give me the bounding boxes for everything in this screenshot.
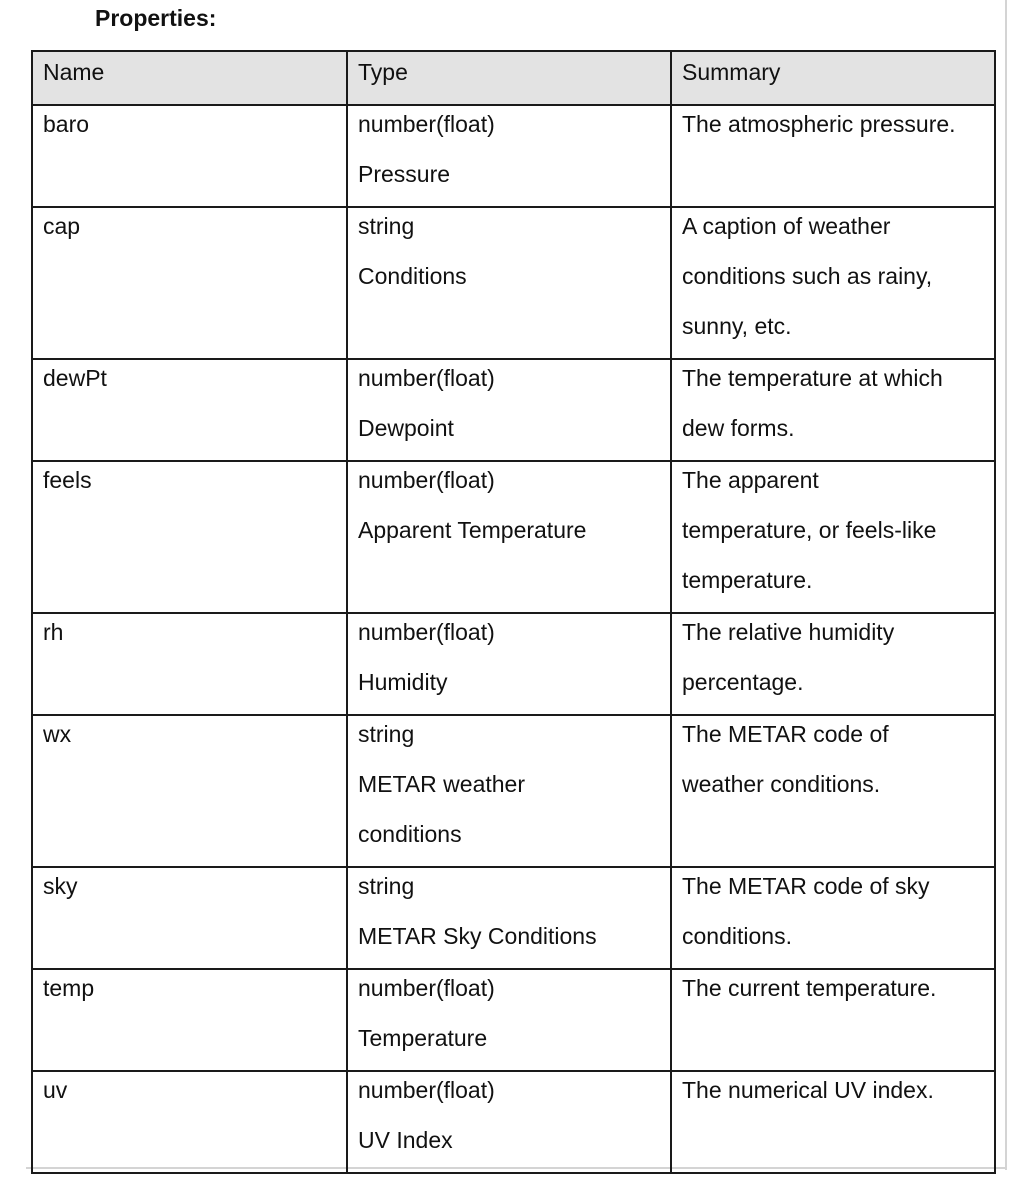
property-type: number(float) — [358, 111, 495, 137]
table-header-row — [32, 51, 995, 105]
property-name: temp — [43, 975, 95, 1001]
summary-line: The numerical UV index. — [682, 1077, 934, 1103]
property-type: number(float) — [358, 365, 495, 391]
property-type: string — [358, 873, 415, 899]
property-name: rh — [43, 619, 64, 645]
summary-line: dew forms. — [682, 415, 795, 441]
properties-table — [31, 50, 996, 1174]
table-row — [32, 1071, 995, 1173]
property-type-label: Dewpoint — [358, 415, 454, 441]
table-row — [32, 715, 995, 867]
cell-summary — [671, 715, 995, 867]
table-row — [32, 867, 995, 969]
cell-summary — [671, 359, 995, 461]
summary-line: The METAR code of sky — [682, 873, 930, 899]
cell-name — [32, 207, 347, 359]
summary-line: The relative humidity — [682, 619, 895, 645]
property-type-label: Temperature — [358, 1025, 488, 1051]
property-name: uv — [43, 1077, 68, 1103]
cell-name — [32, 1071, 347, 1173]
cell-summary — [671, 867, 995, 969]
frame-right-border — [1005, 0, 1007, 1170]
cell-name — [32, 359, 347, 461]
table-row — [32, 105, 995, 207]
property-type-label: UV Index — [358, 1127, 453, 1153]
cell-summary — [671, 461, 995, 613]
summary-line: percentage. — [682, 669, 804, 695]
summary-line: The apparent — [682, 467, 819, 493]
cell-name — [32, 715, 347, 867]
cell-name — [32, 461, 347, 613]
property-type-label: METAR weather — [358, 771, 526, 797]
table-row — [32, 613, 995, 715]
summary-line: The temperature at which — [682, 365, 943, 391]
table-row — [32, 969, 995, 1071]
property-type-label: Conditions — [358, 263, 467, 289]
cell-summary — [671, 105, 995, 207]
section-heading: Properties: — [95, 5, 217, 31]
cell-type — [347, 105, 671, 207]
cell-type — [347, 461, 671, 613]
property-name: wx — [43, 721, 72, 747]
summary-line: weather conditions. — [682, 771, 881, 797]
cell-name — [32, 613, 347, 715]
summary-line: sunny, etc. — [682, 313, 792, 339]
property-type: string — [358, 213, 415, 239]
cell-name — [32, 969, 347, 1071]
property-name: feels — [43, 467, 92, 493]
cell-summary — [671, 613, 995, 715]
property-type: number(float) — [358, 619, 495, 645]
cell-type — [347, 867, 671, 969]
summary-line: The METAR code of — [682, 721, 889, 747]
property-type-label: Pressure — [358, 161, 451, 187]
summary-line: The current temperature. — [682, 975, 937, 1001]
summary-line: temperature. — [682, 567, 813, 593]
summary-line: conditions. — [682, 923, 792, 949]
property-type: number(float) — [358, 1077, 495, 1103]
column-header-name: Name — [32, 51, 347, 105]
cell-type — [347, 207, 671, 359]
cell-summary — [671, 969, 995, 1071]
property-type: string — [358, 721, 415, 747]
cell-type — [347, 969, 671, 1071]
cell-summary — [671, 207, 995, 359]
property-type-label: Humidity — [358, 669, 448, 695]
summary-line: The atmospheric pressure. — [682, 111, 956, 137]
property-type: number(float) — [358, 467, 495, 493]
cell-type — [347, 613, 671, 715]
property-type-label: conditions — [358, 821, 462, 847]
cell-name — [32, 105, 347, 207]
cell-type — [347, 359, 671, 461]
table-row — [32, 207, 995, 359]
cell-name — [32, 867, 347, 969]
cell-type — [347, 1071, 671, 1173]
column-header-summary: Summary — [671, 51, 995, 105]
cell-summary — [671, 1071, 995, 1173]
property-name: sky — [43, 873, 78, 899]
property-name: cap — [43, 213, 81, 239]
property-type: number(float) — [358, 975, 495, 1001]
property-name: baro — [43, 111, 90, 137]
column-header-type: Type — [347, 51, 671, 105]
property-name: dewPt — [43, 365, 107, 391]
property-type-label: METAR Sky Conditions — [358, 923, 597, 949]
summary-line: temperature, or feels-like — [682, 517, 937, 543]
summary-line: conditions such as rainy, — [682, 263, 933, 289]
table-row — [32, 461, 995, 613]
property-type-label: Apparent Temperature — [358, 517, 587, 543]
summary-line: A caption of weather — [682, 213, 891, 239]
table-row — [32, 359, 995, 461]
cell-type — [347, 715, 671, 867]
